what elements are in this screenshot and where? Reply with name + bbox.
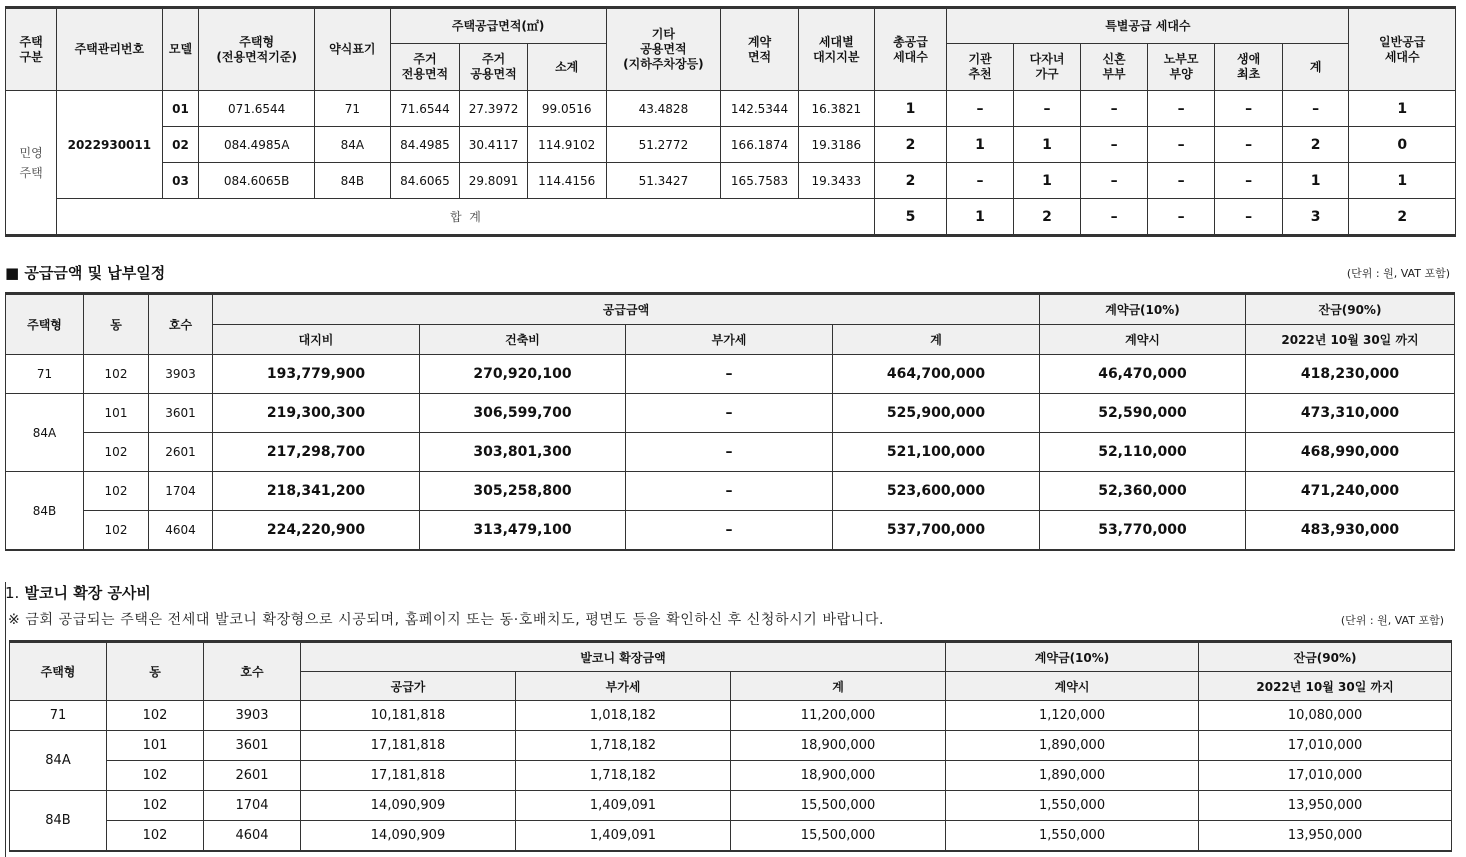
dong-cell: 101 — [107, 731, 204, 761]
general-cell: 1 — [1349, 163, 1456, 199]
type-cell: 084.4985A — [199, 127, 315, 163]
model-cell: 01 — [162, 91, 199, 127]
vat-cell: – — [626, 433, 833, 472]
header-total: 계 — [833, 325, 1040, 355]
table-row — [10, 761, 1452, 791]
sum-inst-cell: 1 — [947, 199, 1014, 236]
elderly-cell: – — [1147, 163, 1215, 199]
header-first-time: 생애 최초 — [1215, 44, 1283, 91]
newlywed-cell: – — [1081, 91, 1148, 127]
ho-cell: 2601 — [204, 761, 301, 791]
table-row — [6, 127, 1456, 163]
dong-cell: 101 — [84, 394, 149, 433]
subtotal-cell: 114.4156 — [527, 163, 606, 199]
ho-cell: 3903 — [149, 355, 213, 394]
dong-cell: 102 — [107, 761, 204, 791]
balance-cell: 418,230,000 — [1246, 355, 1455, 394]
balance-cell: 17,010,000 — [1199, 731, 1452, 761]
header-deposit-when: 계약시 — [1040, 325, 1246, 355]
multi-cell: – — [1013, 91, 1081, 127]
type-cell: 84A — [6, 394, 84, 472]
short-cell: 84B — [314, 163, 390, 199]
total-cell: 521,100,000 — [833, 433, 1040, 472]
newlywed-cell: – — [1081, 127, 1148, 163]
header-special-total: 계 — [1282, 44, 1349, 91]
total-cell: 2 — [874, 127, 947, 163]
land-cell: 19.3433 — [798, 163, 874, 199]
excl-cell: 84.4985 — [390, 127, 460, 163]
building-cost-cell: 313,479,100 — [420, 511, 626, 551]
header-general-supply: 일반공급 세대수 — [1349, 8, 1456, 91]
balance-cell: 17,010,000 — [1199, 761, 1452, 791]
sum-sp-total-cell: 3 — [1282, 199, 1349, 236]
vat-cell: 1,409,091 — [516, 791, 731, 821]
header-exclusive-area: 주거 전용면적 — [390, 44, 460, 91]
total-cell: 18,900,000 — [731, 761, 946, 791]
header-contract-area: 계약 면적 — [721, 8, 799, 91]
vat-cell: 1,409,091 — [516, 821, 731, 852]
subtotal-cell: 114.9102 — [527, 127, 606, 163]
building-cost-cell: 305,258,800 — [420, 472, 626, 511]
sum-label: 합 계 — [57, 199, 874, 236]
total-cell: 523,600,000 — [833, 472, 1040, 511]
sp-total-cell: – — [1282, 91, 1349, 127]
header-land-cost: 대지비 — [213, 325, 420, 355]
inst-cell: – — [947, 163, 1014, 199]
header-other-common-area: 기타 공용면적 (지하주차장등) — [606, 8, 721, 91]
common-cell: 27.3972 — [460, 91, 528, 127]
common-cell: 29.8091 — [460, 163, 528, 199]
excl-cell: 71.6544 — [390, 91, 460, 127]
type-cell: 71 — [10, 701, 107, 731]
dong-cell: 102 — [84, 472, 149, 511]
mgmt-no: 2022930011 — [57, 91, 162, 199]
land-cell: 19.3186 — [798, 127, 874, 163]
balance-cell: 483,930,000 — [1246, 511, 1455, 551]
balance-cell: 473,310,000 — [1246, 394, 1455, 433]
first-cell: – — [1215, 163, 1283, 199]
header-deposit: 계약금(10%) — [946, 642, 1199, 672]
header-supply-amount: 공급금액 — [213, 294, 1040, 325]
total-cell: 537,700,000 — [833, 511, 1040, 551]
dong-cell: 102 — [84, 355, 149, 394]
ho-cell: 4604 — [149, 511, 213, 551]
multi-cell: 1 — [1013, 163, 1081, 199]
land-cost-cell: 219,300,300 — [213, 394, 420, 433]
housing-category: 민영 주택 — [6, 91, 57, 236]
price-cell: 17,181,818 — [301, 761, 516, 791]
dong-cell: 102 — [107, 791, 204, 821]
table-row — [6, 163, 1456, 199]
ho-cell: 4604 — [204, 821, 301, 852]
unit-note: (단위 : 원, VAT 포함) — [1346, 267, 1450, 280]
header-balance-when: 2022년 10월 30일 까지 — [1246, 325, 1455, 355]
deposit-cell: 1,550,000 — [946, 791, 1199, 821]
type-cell: 84B — [6, 472, 84, 551]
subtotal-cell: 99.0516 — [527, 91, 606, 127]
header-housing-category: 주택 구분 — [6, 8, 57, 91]
type-cell: 084.6065B — [199, 163, 315, 199]
header-vat: 부가세 — [516, 672, 731, 701]
balance-cell: 10,080,000 — [1199, 701, 1452, 731]
vat-cell: – — [626, 394, 833, 433]
building-cost-cell: 306,599,700 — [420, 394, 626, 433]
balcony-price-table — [9, 640, 1452, 852]
vat-cell: – — [626, 511, 833, 551]
short-cell: 84A — [314, 127, 390, 163]
sum-first-cell: – — [1215, 199, 1283, 236]
land-cost-cell: 218,341,200 — [213, 472, 420, 511]
sum-total-cell: 5 — [874, 199, 947, 236]
header-balance-when: 2022년 10월 30일 까지 — [1199, 672, 1452, 701]
contract-cell: 165.7583 — [721, 163, 799, 199]
table-row — [10, 821, 1452, 852]
inst-cell: – — [947, 91, 1014, 127]
deposit-cell: 1,890,000 — [946, 761, 1199, 791]
header-institution: 기관 추천 — [947, 44, 1014, 91]
header-ho: 호수 — [204, 642, 301, 701]
header-balance: 잔금(90%) — [1246, 294, 1455, 325]
header-ho: 호수 — [149, 294, 213, 355]
table-row — [6, 433, 1455, 472]
land-cost-cell: 224,220,900 — [213, 511, 420, 551]
housing-type-table — [5, 6, 1456, 237]
dong-cell: 102 — [84, 511, 149, 551]
vat-cell: – — [626, 472, 833, 511]
total-cell: 15,500,000 — [731, 791, 946, 821]
table-row — [10, 731, 1452, 761]
table-row — [6, 355, 1455, 394]
dong-cell: 102 — [84, 433, 149, 472]
deposit-cell: 1,890,000 — [946, 731, 1199, 761]
first-cell: – — [1215, 127, 1283, 163]
dong-cell: 102 — [107, 821, 204, 852]
table-row — [6, 511, 1455, 551]
multi-cell: 1 — [1013, 127, 1081, 163]
header-type: 주택형 — [6, 294, 84, 355]
model-cell: 03 — [162, 163, 199, 199]
header-newlywed: 신혼 부부 — [1081, 44, 1148, 91]
price-cell: 14,090,909 — [301, 791, 516, 821]
deposit-cell: 46,470,000 — [1040, 355, 1246, 394]
type-cell: 84A — [10, 731, 107, 791]
balance-cell: 471,240,000 — [1246, 472, 1455, 511]
building-cost-cell: 303,801,300 — [420, 433, 626, 472]
price-cell: 10,181,818 — [301, 701, 516, 731]
land-cost-cell: 217,298,700 — [213, 433, 420, 472]
land-cell: 16.3821 — [798, 91, 874, 127]
table-row — [6, 394, 1455, 433]
deposit-cell: 1,550,000 — [946, 821, 1199, 852]
sum-general-cell: 2 — [1349, 199, 1456, 236]
deposit-cell: 1,120,000 — [946, 701, 1199, 731]
other-cell: 51.3427 — [606, 163, 721, 199]
contract-cell: 142.5344 — [721, 91, 799, 127]
deposit-cell: 52,110,000 — [1040, 433, 1246, 472]
sum-newlywed-cell: – — [1081, 199, 1148, 236]
total-cell: 525,900,000 — [833, 394, 1040, 433]
total-cell: 15,500,000 — [731, 821, 946, 852]
header-elderly-parent: 노부모 부양 — [1147, 44, 1215, 91]
model-cell: 02 — [162, 127, 199, 163]
excl-cell: 84.6065 — [390, 163, 460, 199]
vat-cell: 1,718,182 — [516, 731, 731, 761]
elderly-cell: – — [1147, 127, 1215, 163]
total-cell: 2 — [874, 163, 947, 199]
header-total-supply: 총공급 세대수 — [874, 8, 947, 91]
general-cell: 1 — [1349, 91, 1456, 127]
common-cell: 30.4117 — [460, 127, 528, 163]
total-cell: 18,900,000 — [731, 731, 946, 761]
header-area-subtotal: 소계 — [527, 44, 606, 91]
table-row — [10, 791, 1452, 821]
table-row — [6, 472, 1455, 511]
table-row — [10, 701, 1452, 731]
header-deposit-when: 계약시 — [946, 672, 1199, 701]
total-cell: 11,200,000 — [731, 701, 946, 731]
vat-cell: 1,718,182 — [516, 761, 731, 791]
header-dong: 동 — [107, 642, 204, 701]
total-cell: 1 — [874, 91, 947, 127]
price-cell: 14,090,909 — [301, 821, 516, 852]
short-cell: 71 — [314, 91, 390, 127]
header-building-cost: 건축비 — [420, 325, 626, 355]
header-balcony-amount: 발코니 확장금액 — [301, 642, 946, 672]
header-multi-child: 다자녀 가구 — [1013, 44, 1081, 91]
type-cell: 71 — [6, 355, 84, 394]
land-cost-cell: 193,779,900 — [213, 355, 420, 394]
header-balance: 잔금(90%) — [1199, 642, 1452, 672]
ho-cell: 3601 — [204, 731, 301, 761]
header-price: 공급가 — [301, 672, 516, 701]
sum-multi-cell: 2 — [1013, 199, 1081, 236]
vat-cell: 1,018,182 — [516, 701, 731, 731]
ho-cell: 3903 — [204, 701, 301, 731]
type-cell: 071.6544 — [199, 91, 315, 127]
section-title-supply-price: ■ 공급금액 및 납부일정 — [5, 264, 166, 282]
header-housing-type: 주택형 (전용면적기준) — [199, 8, 315, 91]
deposit-cell: 52,360,000 — [1040, 472, 1246, 511]
header-special-supply: 특별공급 세대수 — [947, 8, 1349, 44]
other-cell: 51.2772 — [606, 127, 721, 163]
contract-cell: 166.1874 — [721, 127, 799, 163]
newlywed-cell: – — [1081, 163, 1148, 199]
sum-row — [6, 199, 1456, 236]
header-type: 주택형 — [10, 642, 107, 701]
deposit-cell: 53,770,000 — [1040, 511, 1246, 551]
header-land-share: 세대별 대지지분 — [798, 8, 874, 91]
header-model: 모델 — [162, 8, 199, 91]
left-margin-rule — [5, 582, 6, 857]
section-number: 1. — [5, 584, 20, 602]
balcony-note: ※ 금회 공급되는 주택은 전세대 발코니 확장형으로 시공되며, 홈페이지 또는 동·호배치도, 평면도 등을 확인하신 후 신청하시기 바랍니다. — [8, 612, 885, 628]
total-cell: 464,700,000 — [833, 355, 1040, 394]
ho-cell: 2601 — [149, 433, 213, 472]
header-deposit: 계약금(10%) — [1040, 294, 1246, 325]
vat-cell: – — [626, 355, 833, 394]
section-title-text: 발코니 확장 공사비 — [24, 584, 151, 602]
supply-price-table — [5, 292, 1455, 551]
header-short-label: 약식표기 — [314, 8, 390, 91]
header-supply-area: 주택공급면적(㎡) — [390, 8, 606, 44]
sp-total-cell: 1 — [1282, 163, 1349, 199]
sp-total-cell: 2 — [1282, 127, 1349, 163]
balance-cell: 13,950,000 — [1199, 821, 1452, 852]
ho-cell: 1704 — [149, 472, 213, 511]
deposit-cell: 52,590,000 — [1040, 394, 1246, 433]
header-dong: 동 — [84, 294, 149, 355]
unit-note: (단위 : 원, VAT 포함) — [1340, 614, 1444, 627]
building-cost-cell: 270,920,100 — [420, 355, 626, 394]
general-cell: 0 — [1349, 127, 1456, 163]
header-vat: 부가세 — [626, 325, 833, 355]
ho-cell: 1704 — [204, 791, 301, 821]
balance-cell: 468,990,000 — [1246, 433, 1455, 472]
price-cell: 17,181,818 — [301, 731, 516, 761]
elderly-cell: – — [1147, 91, 1215, 127]
dong-cell: 102 — [107, 701, 204, 731]
inst-cell: 1 — [947, 127, 1014, 163]
sum-elderly-cell: – — [1147, 199, 1215, 236]
first-cell: – — [1215, 91, 1283, 127]
ho-cell: 3601 — [149, 394, 213, 433]
header-total: 계 — [731, 672, 946, 701]
section-title-balcony — [5, 582, 151, 603]
other-cell: 43.4828 — [606, 91, 721, 127]
header-mgmt-no: 주택관리번호 — [57, 8, 162, 91]
type-cell: 84B — [10, 791, 107, 852]
balance-cell: 13,950,000 — [1199, 791, 1452, 821]
header-common-area: 주거 공용면적 — [460, 44, 528, 91]
table-row — [6, 91, 1456, 127]
